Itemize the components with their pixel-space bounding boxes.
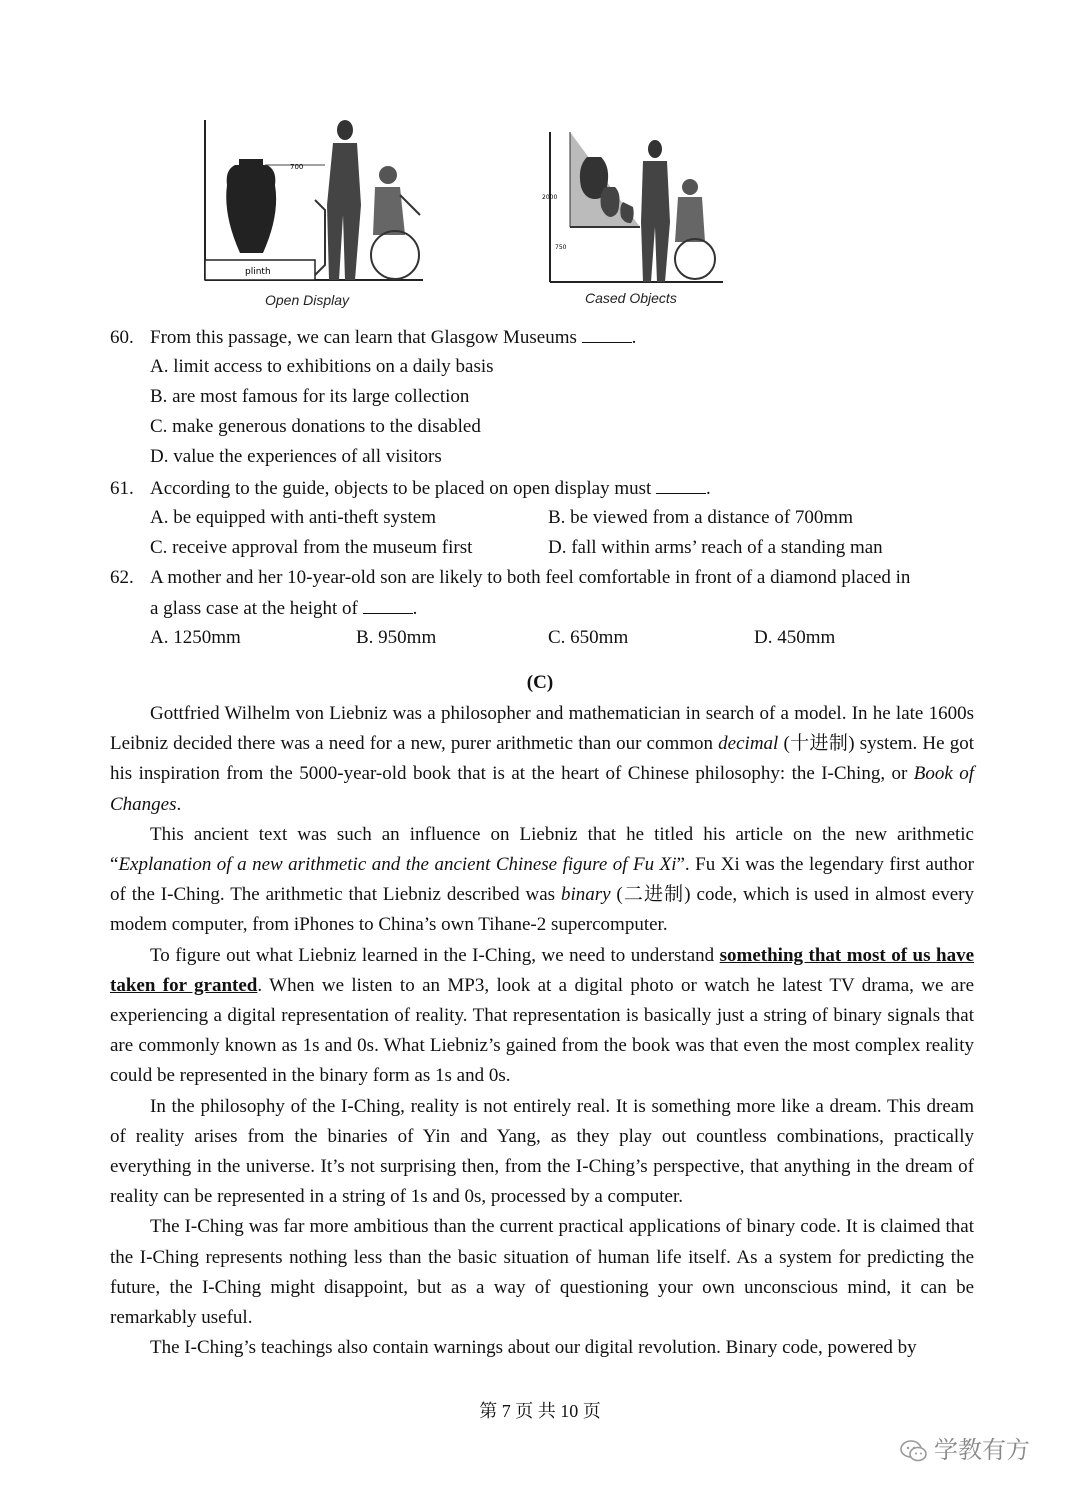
paragraph-4: In the philosophy of the I-Ching, reality is not entirely real. It is something more like a dream. This dream of reality arises from the binaries of Yin and Yang, as they play out countless combinations, practically everything in the universe. It’s not surprising then, from the I-Ching’s perspective, that anything in the dream of reality can be represented in a string of 1s and 0s, processed by a computer. — [110, 1095, 974, 1208]
option-61-c: C. receive approval from the museum first — [150, 537, 473, 558]
question-62-line2 — [150, 593, 417, 624]
text: This ancient text was such an influence on Liebniz that he titled his article on the new arithmetic “ — [110, 823, 974, 876]
stem-end: . — [706, 478, 711, 499]
plinth-label: plinth — [245, 267, 271, 277]
paragraph-5: The I-Ching was far more ambitious than the current practical applications of binary code. It is claimed that the I-Ching represents nothing less than the basic situation of human life itself. As a system for predicting the future, the I-Ching might disappoint, but as a way of questioning your own unconscious mind, it can be remarkably useful. — [110, 1216, 974, 1329]
option-60-b: B. are most famous for its large collection — [150, 386, 470, 407]
page-footer: 第 7 页 共 10 页 — [479, 1401, 601, 1421]
paragraph-3 — [110, 941, 974, 1092]
italic-title: Book of Changes — [110, 763, 974, 815]
watermark-text: 学教有方 — [934, 1436, 1030, 1464]
figure-area — [195, 115, 755, 315]
option-62-c: C. 650mm — [548, 627, 629, 648]
option-61-d: D. fall within arms’ reach of a standing man — [548, 537, 883, 558]
italic-title: Explanation of a new arithmetic and the ancient Chinese figure of Fu Xi — [118, 854, 677, 876]
paragraph-6: The I-Ching’s teachings also contain warnings about our digital revolution. Binary code, powered by — [150, 1337, 917, 1359]
underlined-phrase: something that most of us have taken for granted — [110, 944, 975, 996]
stem-end: . — [412, 598, 418, 619]
text: To figure out what Liebniz learned in the I-Ching, we need to understand — [150, 944, 720, 966]
watermark — [900, 1430, 1030, 1465]
option-62-d: D. 450mm — [754, 627, 836, 648]
stem-end: . — [631, 327, 637, 348]
open-display-figure — [195, 115, 435, 290]
question-61 — [110, 473, 711, 504]
italic-term: decimal — [718, 733, 779, 755]
cased-objects-caption: Cased Objects — [585, 290, 677, 306]
text: Gottfried Wilhelm von Liebniz was a philosopher and mathematician in search of a model. In he late 1600s Leibniz decided there was a need for a new, purer arithmetic than our common — [110, 703, 974, 755]
italic-term: binary — [560, 884, 611, 906]
answer-blank — [656, 473, 706, 494]
question-60 — [110, 322, 636, 353]
option-62-b: B. 950mm — [356, 627, 437, 648]
paragraph-2 — [110, 820, 974, 941]
answer-blank — [363, 593, 413, 614]
text: . — [176, 793, 182, 815]
dim-700-label: 700 — [290, 163, 304, 171]
paragraph-1 — [110, 699, 974, 820]
text: . When we listen to an MP3, look at a digital photo or watch he latest TV drama, we are experiencing a digital representation of reality. That representation is basically just a string of binary signals that are commonly known as 1s and 0s. What Liebniz’s gained from the book was that even the most complex reality could be represented in the binary form as 1s and 0s. — [110, 974, 975, 1087]
open-display-caption: Open Display — [265, 292, 350, 308]
dim-750-label: 750 — [555, 244, 567, 251]
text: (二进制) code, which is used in almost every modem computer, from iPhones to China’s own Tihane-2 supercomputer. — [110, 884, 974, 936]
question-stem: According to the guide, objects to be placed on open display must — [150, 478, 652, 499]
question-number: 62. — [110, 567, 134, 588]
answer-blank — [582, 322, 632, 343]
option-62-a: A. 1250mm — [150, 627, 241, 648]
option-60-c: C. make generous donations to the disabled — [150, 416, 481, 437]
wechat-icon — [900, 1440, 928, 1462]
question-number: 60. — [110, 327, 134, 348]
dim-2000-label: 2000 — [542, 194, 558, 201]
question-stem: From this passage, we can learn that Glasgow Museums — [150, 327, 577, 348]
text: (十进制) system. He got his inspiration from the 5000-year-old book that is at the heart of Chinese philosophy: the I-Ching, or — [110, 733, 974, 785]
option-60-d: D. value the experiences of all visitors — [150, 446, 442, 467]
passage-c — [110, 699, 974, 1363]
section-heading: (C) — [526, 672, 554, 693]
question-stem-line2: a glass case at the height of — [150, 598, 358, 619]
text: ”. Fu Xi was the legendary first author of the I-Ching. The arithmetic that Liebniz described was — [110, 854, 975, 906]
option-61-b: B. be viewed from a distance of 700mm — [548, 507, 853, 528]
question-62 — [110, 563, 910, 593]
question-number: 61. — [110, 478, 134, 499]
cased-objects-figure — [542, 127, 725, 287]
option-60-a: A. limit access to exhibitions on a daily basis — [150, 356, 494, 377]
question-stem-line1: A mother and her 10-year-old son are likely to both feel comfortable in front of a diamond placed in — [150, 567, 911, 588]
option-61-a: A. be equipped with anti-theft system — [150, 507, 436, 528]
